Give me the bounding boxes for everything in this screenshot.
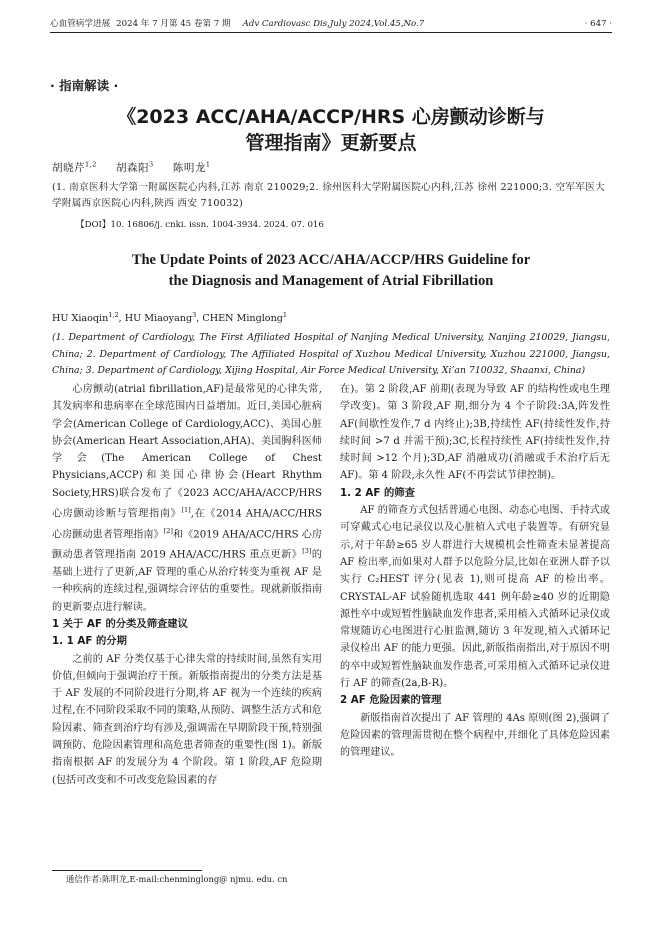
page-number: · 647 · bbox=[584, 19, 612, 29]
issue-info-en: ,July 2024,Vol.45,No.7 bbox=[327, 19, 425, 29]
citation-ref: [1] bbox=[181, 506, 191, 515]
intro-text: 和《2019 AHA/ACC/HRS 心房颤动患者管理指南 2019 AHA/ACC/HRS 重点更新》 bbox=[52, 529, 323, 561]
journal-name-en: Adv Cardiovasc Dis bbox=[242, 19, 328, 29]
body-column-left bbox=[52, 381, 322, 789]
risk-factor-paragraph: 新版指南首次提出了 AF 管理的 4As 原则(图 2),强调了危险因素的管理需贯彻在整个病程中,并细化了具体危险因素的管理建议。 bbox=[340, 712, 610, 759]
citation-ref: [3] bbox=[302, 547, 312, 556]
title-cn-line-1: 《2023 ACC/AHA/ACCP/HRS 心房颤动诊断与 bbox=[117, 106, 545, 128]
title-en-line-1: The Update Points of 2023 ACC/AHA/ACCP/HRS Guideline for bbox=[131, 252, 531, 268]
author-list-en: HU Xiaoqin$^{1,2}$, HU Miaoyang$^3$, CHEN Minglong$^1$ bbox=[52, 311, 288, 325]
subsection-heading: 1. 1 AF 的分期 bbox=[52, 635, 127, 648]
author-name: 胡晓芹 bbox=[52, 162, 85, 174]
section-heading: 1 关于 AF 的分类及筛查建议 bbox=[52, 617, 188, 630]
author-list-cn bbox=[52, 160, 211, 175]
staging-paragraph: 之前的 AF 分类仅基于心律失常的持续时间,虽然有实用价值,但倾向于强调治疗干预。新版指南提出的分类方法是基于 AF 发展的不同阶段进行分期,将 AF 视为一个连续的疾病过程,在不同阶段采取不同的策略,从预防、调整生活方式和危险因素、筛查到治疗均有涉及,强调需在早期阶段干预,特别强调预防、危险因素管理和高危患者筛查的重要性(图 1)。新版指南根据 AF 的发展分为 4 个阶段。第 1 阶段,AF 危险期(包括可改变和不可改变危险因素的存 bbox=[52, 653, 322, 786]
author-name: 胡森阳 bbox=[116, 162, 150, 174]
title-en-line-2: the Diagnosis and Management of Atrial Fibrillation bbox=[168, 273, 494, 289]
doi: 【DOI】10. 16806/j. cnki. issn. 1004-3934. 2024. 07. 016 bbox=[76, 220, 324, 230]
intro-text: 心房颤动(atrial fibrillation,AF)是最常见的心律失常,其发病率和患病率在全球范围内日益增加。近日,美国心脏病学会(American College of Cardiology,ACC)、美国心脏协会(American Heart Association,AHA)、美国胸科医师学会(The American College of Chest Physicians,ACCP)和美国心律协会(Heart Rhythm Society,HRS)联合发布了《2023 ACC/AHA/ACCP/HRS 心房颤动诊断与管理指南》 bbox=[52, 384, 322, 520]
author-name: HU Miaoyang bbox=[124, 313, 193, 325]
author-affil-mark: 3 bbox=[149, 160, 154, 169]
title-cn-line-2: 管理指南》更新要点 bbox=[245, 132, 417, 154]
article-title-cn bbox=[60, 104, 602, 156]
staging-paragraph-continued: 在)。第 2 阶段,AF 前期(表现为导致 AF 的结构性或电生理学改变)。第 3 阶段,AF 期,细分为 4 个子阶段:3A,阵发性 AF(间歇性发作,7 d 内终止);3B,持续性 AF(持续性发作,持续时间 >7 d 并需干预);3C,长程持续性 AF(持续性发作,持续时间 >12 个月);3D,AF 消融成功(消融或手术治疗后无 AF)。第 4 阶段,永久性 AF(不再尝试节律控制)。 bbox=[340, 384, 610, 482]
intro-text: ,在《2014 AHA/ACC/HRS 心房颤动患者管理指南》 bbox=[52, 508, 322, 541]
author-affil-mark: 1,2 bbox=[108, 311, 119, 319]
issue-info-cn: 2024 年 7 月第 45 卷第 7 期 bbox=[116, 19, 231, 29]
author-name: CHEN Minglong bbox=[202, 313, 283, 325]
affiliation-cn: (1. 南京医科大学第一附属医院心内科,江苏 南京 210029;2. 徐州医科大学附属医院心内科,江苏 徐州 221000;3. 空军军医大学附属西京医院心内科,陕西 西安 710032) bbox=[52, 182, 606, 209]
screening-paragraph: AF 的筛查方式包括普通心电图、动态心电图、手持式或可穿戴式心电记录仪以及心脏植入式电子装置等。有研究显示,对于年龄≥65 岁人群进行大规模机会性筛查未显著提高 AF 检出率,而如果对人群予以危险分层,比如在亚洲人群予以实行 C₂HEST 评分(见表 1),则可提高 AF 的检出率。CRYSTAL-AF 试验随机选取 441 例年龄≥40 岁的近期隐源性卒中或短暂性脑缺血发作患者,采用植入式循环记录仪或常规随访心电图进行心脏监测,随访 3 年发现,植入式循环记录仪检出 AF 的能力更强。因此,新版指南指出,对于原因不明的卒中或短暂性脑缺血发作患者,可采用植入式循环记录仪进行 AF 的筛查(2a,B-R)。 bbox=[340, 505, 610, 690]
intro-text: 的基础上进行了更新,AF 管理的重心从治疗转变为重视 AF 是一种疾病的连续过程,强调综合评估的重要性。现就新版指南的更新要点进行解读。 bbox=[52, 549, 322, 613]
column-tag: · 指南解读 · bbox=[50, 78, 119, 93]
citation-ref: [2] bbox=[163, 526, 173, 535]
author-name: 陈明龙 bbox=[172, 162, 206, 174]
journal-name-cn: 心血管病学进展 bbox=[50, 19, 111, 29]
running-head-left bbox=[50, 16, 424, 32]
body-column-right bbox=[340, 381, 610, 762]
author-name: HU Xiaoqin bbox=[52, 313, 109, 325]
footnote-divider bbox=[52, 870, 202, 871]
intro-paragraph bbox=[52, 381, 322, 616]
subsection-heading: 1. 2 AF 的筛查 bbox=[340, 486, 415, 499]
corresponding-author-note: 通信作者:陈明龙,E-mail:chenminglong@ njmu. edu. cn bbox=[66, 874, 288, 884]
running-head bbox=[50, 16, 612, 33]
article-title-en bbox=[80, 250, 582, 292]
author-affil-mark: 1,2 bbox=[85, 160, 97, 169]
author-affil-mark: 1 bbox=[282, 311, 288, 319]
author-affil-mark: 1 bbox=[205, 160, 211, 169]
affiliation-en: (1. Department of Cardiology, The First Affiliated Hospital of Nanjing Medical University, Nanjing 210029, Jiangsu, China; 2. Department of Cardiology, The Affiliated Hospital of Xuzhou Medical University, Xuzhou 221000, Jiangsu, China; 3. Department of Cardiology, Xijing Hospital, Air Force Medical University, Xi’an 710032, Shaanxi, China) bbox=[52, 332, 610, 376]
author-affil-mark: 3 bbox=[192, 311, 197, 319]
section-heading: 2 AF 危险因素的管理 bbox=[340, 694, 442, 707]
